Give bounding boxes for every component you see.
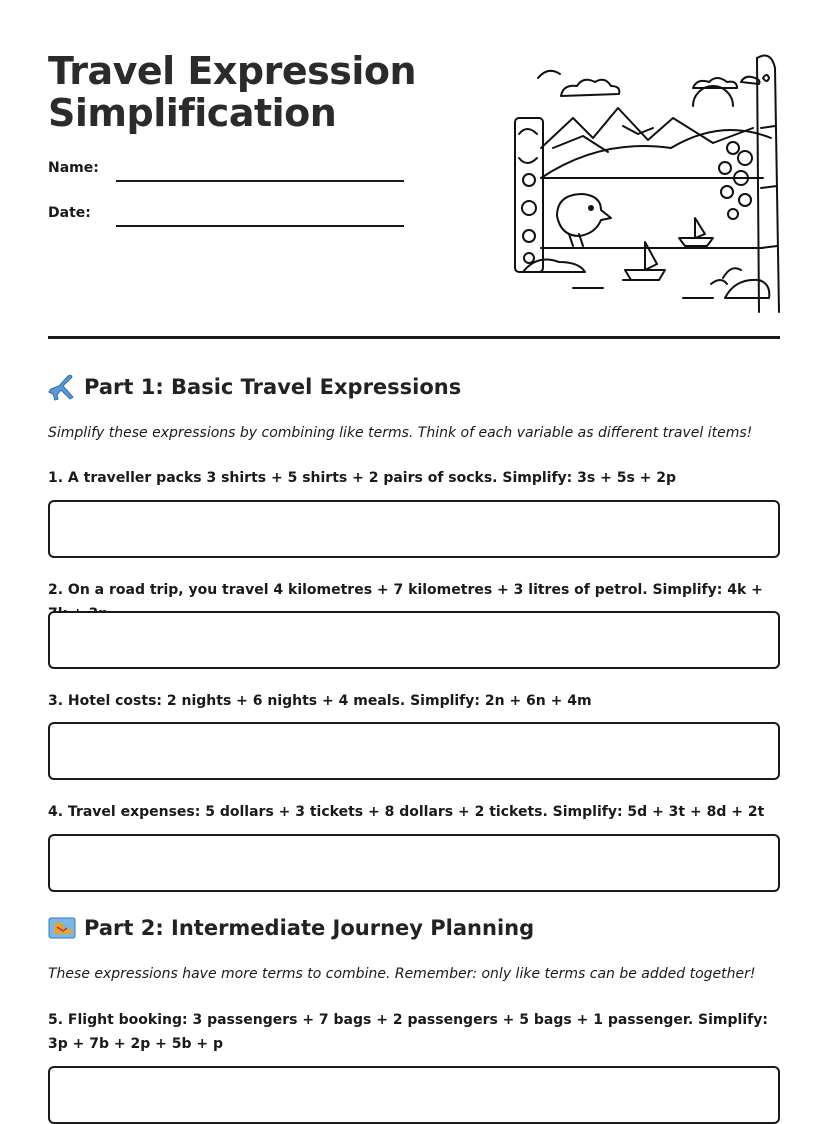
date-field[interactable] bbox=[116, 225, 404, 227]
date-label: Date: bbox=[48, 205, 91, 221]
question-2: 2. On a road trip, you travel 4 kilometres + 7 kilometres + 3 litres of petrol. Simplify: 4k + bbox=[48, 582, 763, 598]
question-1: 1. A traveller packs 3 shirts + 5 shirts + 2 pairs of socks. Simplify: 3s + 5s + 2p bbox=[48, 470, 677, 486]
part-2-intro: These expressions have more terms to combine. Remember: only like terms can be added together! bbox=[48, 966, 756, 982]
question-3: 3. Hotel costs: 2 nights + 6 nights + 4 meals. Simplify: 2n + 6n + 4m bbox=[48, 693, 592, 709]
answer-box-5[interactable] bbox=[48, 1066, 780, 1124]
airplane-icon bbox=[48, 373, 76, 401]
name-field[interactable] bbox=[116, 180, 404, 182]
question-4: 4. Travel expenses: 5 dollars + 3 tickets + 8 dollars + 2 tickets. Simplify: 5d + 3t + 8d + 2t bbox=[48, 804, 765, 820]
answer-box-2[interactable] bbox=[48, 611, 780, 669]
map-icon bbox=[48, 914, 76, 942]
name-label: Name: bbox=[48, 160, 99, 176]
answer-box-1[interactable] bbox=[48, 500, 780, 558]
page-title bbox=[48, 50, 488, 134]
question-5: 5. Flight booking: 3 passengers + 7 bags + 2 passengers + 5 bags + 1 passenger. Simplify: 3p + 7b + 2p + 5b + p bbox=[48, 1012, 768, 1052]
part-1-intro: Simplify these expressions by combining like terms. Think of each variable as different travel items! bbox=[48, 425, 753, 441]
landscape-illustration bbox=[513, 48, 781, 316]
answer-box-4[interactable] bbox=[48, 834, 780, 892]
part-1-heading bbox=[48, 373, 461, 401]
title-line-1: Travel Expression bbox=[48, 49, 417, 93]
title-line-2: Simplification bbox=[48, 91, 337, 135]
part-2-heading bbox=[48, 914, 534, 942]
part-2-title: Part 2: Intermediate Journey Planning bbox=[84, 916, 535, 940]
part-1-title: Part 1: Basic Travel Expressions bbox=[84, 375, 462, 399]
answer-box-3[interactable] bbox=[48, 722, 780, 780]
divider bbox=[48, 336, 780, 339]
